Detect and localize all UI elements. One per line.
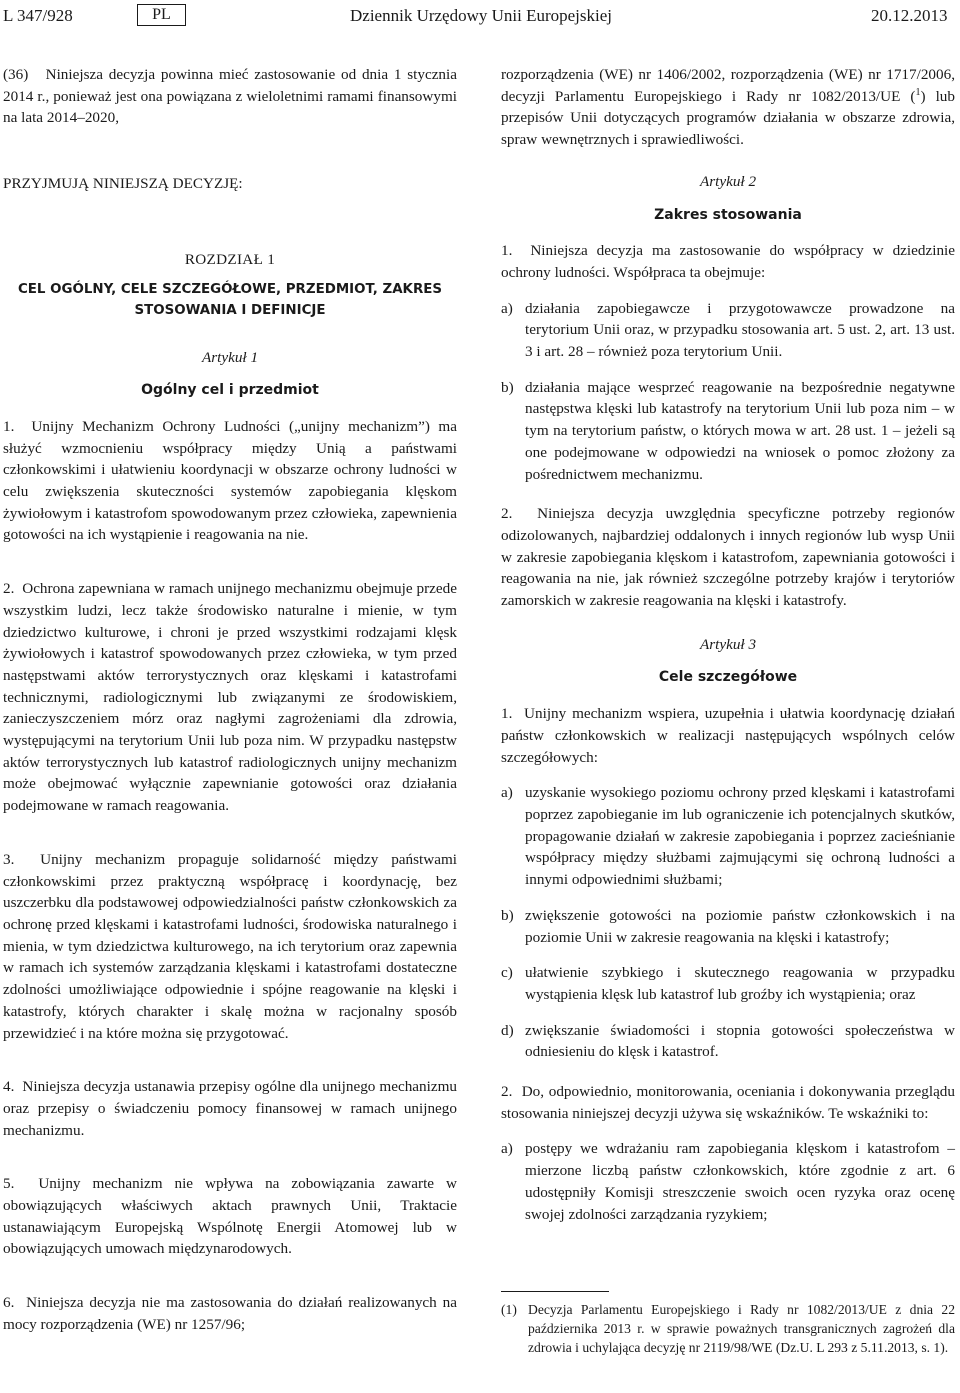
footnote-label: (1) [501,1302,517,1317]
article-2-heading: Artykuł 2 [699,172,757,190]
header-series: L 347/928 [3,6,73,25]
article-2-title: Zakres stosowania [654,206,802,223]
article-1-para-6: 6. Niniejsza decyzja nie ma zastosowania do działań realizowanych na mocy rozporządzenia (WE) nr 1257/96; [3,1294,457,1333]
article-3-heading: Artykuł 3 [699,635,757,653]
article-3-para-1: 1. Unijny mechanizm wspiera, uzupełnia i ułatwia koordynację działań państw członkowskich w realizacji następujących wspólnych celów szczegółowych: [501,705,955,766]
header-journal: Dziennik Urzędowy Unii Europejskiej [350,6,613,25]
article-2-para-1: 1. Niniejsza decyzja ma zastosowanie do współpracy w dziedzinie ochrony ludności. Współpraca ta obejmuje: [501,242,955,281]
article-2-item-a [501,298,955,363]
article-3-item-a [501,782,955,891]
adoption-formula: PRZYJMUJĄ NINIEJSZĄ DECYZJĘ: [3,175,243,193]
header-date: 20.12.2013 [871,6,948,25]
article-3-para-2-item-a [501,1138,955,1225]
article-1-title: Ogólny cel i przedmiot [141,382,319,399]
chapter-heading: ROZDZIAŁ 1 [184,250,276,268]
footnote-divider [501,1291,609,1292]
article-1-heading: Artykuł 1 [201,348,259,366]
item-label: a) [501,1140,513,1158]
article-3-title: Cele szczegółowe [658,669,798,686]
continuation-text-a: rozporządzenia (WE) nr 1406/2002, rozporządzenia (WE) nr 1717/2006, decyzji Parlamentu Europejskiego i Rady nr 1082/2013/UE ( [501,66,955,105]
item-text: zwiększenie gotowości na poziomie państw członkowskich i na poziomie Unii w zakresie reagowania na klęski i katastrofy; [525,906,955,946]
item-label: c) [501,964,513,982]
continuation-paragraph [501,64,955,151]
article-3-item-d [501,1020,955,1063]
item-label: a) [501,299,513,317]
item-text: postępy we wdrażaniu ram zapobiegania klęskom i katastrofom – mierzone liczbą państw członkowskich, które zgodnie z art. 6 udostępniły Komisji streszczenie swoich ocen ryzyka oraz ocenę swojej zdolności zarządzania ryzykiem; [525,1140,955,1223]
article-1-para-5: 5. Unijny mechanizm nie wpływa na zobowiązania zawarte w obowiązujących właściwych aktach prawnych Unii, Traktacie ustanawiającym Europejską Wspólnotę Energii Atomowej lub w obowiązujących umowach międzynarodowych. [3,1175,457,1258]
item-label: b) [501,378,514,396]
article-2-item-b [501,377,955,486]
item-text: działania mające wesprzeć reagowanie na bezpośrednie negatywne następstwa klęski lub katastrofy na terytorium Unii lub poza nim – w tym na terytorium państw, o których mowa w art. 28 ust. 1 – jeżeli są one podejmowane w odpowiedzi na wniosek o pomoc złożony za pośrednictwem mechanizmu. [525,378,955,483]
article-1-para-4: 4. Niniejsza decyzja ustanawia przepisy ogólne dla unijnego mechanizmu oraz przepisy o świadczeniu pomocy finansowej w ramach unijnego mechanizmu. [3,1078,457,1139]
article-1-para-1: 1. Unijny Mechanizm Ochrony Ludności („unijny mechanizm”) ma służyć wzmocnieniu współpracy między Unią a państwami członkowskimi i ułatwieniu koordynacji w obszarze ochrony ludności w celu zwiększenia skuteczności systemów zapobiegania klęskom żywiołowym i katastrofom spowodowanym przez człowieka, zapewnienia gotowości na ich wystąpienie i reagowania na nie. [3,417,457,544]
page-header [0,4,960,30]
footnote-text: Decyzja Parlamentu Europejskiego i Rady nr 1082/2013/UE z dnia 22 października 2013 r. w sprawie poważnych transgranicznych zagrożeń dla zdrowia i uchylająca decyzję nr 2119/98/WE (Dz.U. L 293 z 5.11.2013, s. 1). [528,1302,955,1355]
footnote [501,1300,955,1357]
language-box: PL [137,4,186,26]
item-text: działania zapobiegawcze i przygotowawcze prowadzone na terytorium Unii oraz, w przypadku stosowania art. 5 ust. 2, art. 13 ust. 3 i art. 28 – również poza terytorium Unii. [525,299,955,361]
article-1-para-2: 2. Ochrona zapewniana w ramach unijnego mechanizmu obejmuje przede wszystkim ludzi, lecz także środowisko naturalne i mienie, w tym dziedzictwo kulturowe, i chroni je przed wszystkimi rodzajami klęsk żywiołowych i katastrof spowodowanych przez człowieka, w tym przed następstwami aktów terrorystycznych oraz klęskami i katastrofami technicznymi, radiologicznymi lub związanymi ze środowiskiem, zanieczyszczeniem mórz oraz nagłymi zagrożeniami dla zdrowia, występującymi na terytorium Unii lub poza nim. W przypadku następstw aktów terrorystycznych lub katastrof radiologicznych unijny mechanizm może obejmować wyłącznie zapewnianie gotowości oraz działania podejmowane w ramach reagowania. [3,580,457,815]
chapter-title: CEL OGÓLNY, CELE SZCZEGÓŁOWE, PRZEDMIOT, ZAKRES STOSOWANIA I DEFINICJE [17,281,443,318]
right-column [501,64,955,1225]
footnote-ref: 1 [915,86,921,98]
article-3-item-c [501,962,955,1005]
article-3-item-b [501,905,955,948]
article-2-para-2: 2. Niniejsza decyzja uwzględnia specyficzne potrzeby regionów odizolowanych, najbardziej oddalonych i innych regionów lub wysp Unii w zakresie zapobiegania klęskom i katastrofom, zapewniania gotowości i reagowania na nie, jak również szczególne potrzeby krajów i terytoriów zamorskich w zakresie reagowania na klęski i katastrofy. [501,505,955,610]
recital-36: (36) Niniejsza decyzja powinna mieć zastosowanie od dnia 1 stycznia 2014 r., ponieważ jest ona powiązana z wieloletnimi ramami finansowymi na lata 2014–2020, [3,66,457,127]
item-label: a) [501,784,513,802]
continuation-text-b: ) lub przepisów Unii dotyczących programów działania w obszarze zdrowia, spraw wewnętrznych i sprawiedliwości. [501,87,955,149]
article-1-para-3: 3. Unijny mechanizm propaguje solidarność między państwami członkowskimi przez praktyczną współpracę i koordynację, bez uszczerbku dla podstawowej odpowiedzialności państw członkowskich za ochronę przed klęskami i katastrofami ludności, środowiska naturalnego i mienia, w tym dziedzictwa kulturowego, na ich terytorium oraz zapewnia w ramach ich systemów zarządzania klęskami i katastrofami dostateczne zdolności umożliwiające odpowiednie i spójne reagowanie na klęski i katastrofy, których charakter i skalę można w racjonalny sposób przewidzieć i na które można się przygotować. [3,850,457,1042]
article-3-para-2: 2. Do, odpowiednio, monitorowania, oceniania i dokonywania przeglądu stosowania niniejszej decyzji używa się wskaźników. Te wskaźniki to: [501,1083,955,1122]
item-text: uzyskanie wysokiego poziomu ochrony przed klęskami i katastrofami poprzez zapobieganie im lub ograniczenie ich potencjalnych skutków, propagowanie działań w zakresie zapobiegania i poprzez zacieśnianie współpracy między służbami zajmującymi się ochroną ludności a innymi odpowiednimi służbami; [525,784,955,889]
item-text: zwiększanie świadomości i stopnia gotowości społeczeństwa w odniesieniu do klęsk i katastrof. [525,1021,955,1061]
item-text: ułatwienie szybkiego i skutecznego reagowania w przypadku wystąpienia klęsk lub katastrof lub groźby ich wystąpienia; oraz [525,964,955,1003]
item-label: d) [501,1021,514,1039]
item-label: b) [501,906,514,924]
left-column [3,64,457,1336]
